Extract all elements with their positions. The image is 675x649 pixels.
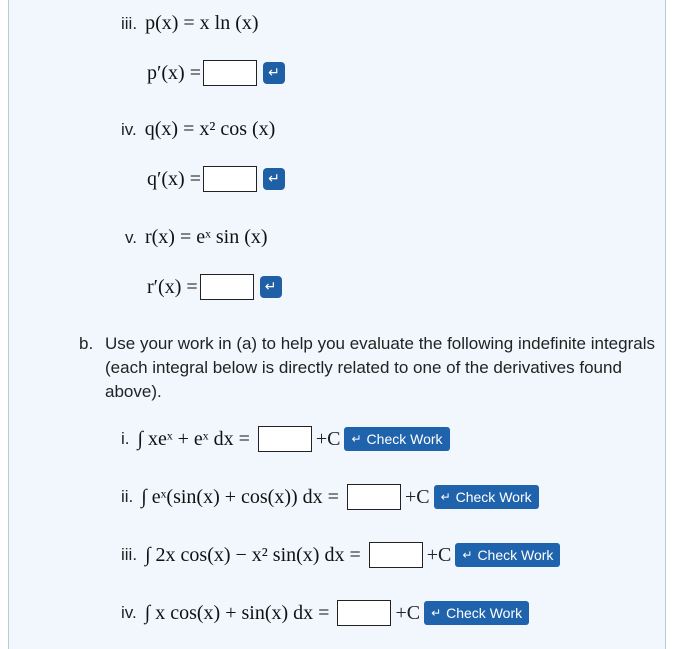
function-definition: q(x) = x² cos (x) <box>144 118 276 140</box>
integral-answer-input[interactable] <box>337 600 391 626</box>
integral-row-iv <box>121 600 529 626</box>
check-work-label: Check Work <box>446 605 523 621</box>
check-work-button[interactable] <box>434 485 539 509</box>
integral-expression: ∫ 2x cos(x) − x² sin(x) dx = <box>145 543 361 566</box>
integral-expression: ∫ x cos(x) + sin(x) dx = <box>144 601 330 624</box>
return-arrow-icon[interactable]: ↵ <box>260 276 282 298</box>
function-definition: p(x) = x ln (x) <box>145 12 259 34</box>
derivative-label: q′(x) = <box>147 167 201 190</box>
part-a-answer-row-iv <box>147 166 285 192</box>
check-work-label: Check Work <box>366 431 443 447</box>
part-a-answer-row-v <box>147 274 282 300</box>
check-work-button[interactable] <box>344 427 449 451</box>
plus-c: +C <box>426 543 452 566</box>
integral-row-iii <box>121 542 560 568</box>
return-arrow-icon[interactable]: ↵ <box>263 62 285 84</box>
check-work-button[interactable] <box>455 543 560 567</box>
part-a-answer-row-iii <box>147 60 285 86</box>
derivative-answer-input[interactable] <box>200 274 254 300</box>
check-work-label: Check Work <box>477 547 554 563</box>
item-label: ii. <box>121 487 134 506</box>
item-label: iii. <box>121 545 138 564</box>
part-a-item-iii <box>121 12 259 35</box>
integral-answer-input[interactable] <box>347 484 401 510</box>
check-work-button[interactable] <box>424 601 529 625</box>
item-label: i. <box>121 429 130 448</box>
function-definition: r(x) = eˣ sin (x) <box>144 226 268 248</box>
return-arrow-icon: ↵ <box>351 432 362 446</box>
derivative-label: p′(x) = <box>147 61 201 84</box>
derivative-label: r′(x) = <box>147 275 198 298</box>
item-label: iv. <box>121 119 137 139</box>
problem-panel <box>8 0 666 649</box>
item-label: v. <box>125 227 137 247</box>
item-label: iv. <box>121 603 137 622</box>
part-b-instructions: Use your work in (a) to help you evaluate the following indefinite integrals (each integral below is directly related to one of the derivatives found above). <box>105 334 655 401</box>
plus-c: +C <box>404 485 430 508</box>
return-arrow-icon[interactable]: ↵ <box>263 168 285 190</box>
return-arrow-icon: ↵ <box>462 548 473 562</box>
integral-expression: ∫ eˣ(sin(x) + cos(x)) dx = <box>141 485 339 508</box>
return-arrow-icon: ↵ <box>440 490 451 504</box>
derivative-answer-input[interactable] <box>203 166 257 192</box>
integral-answer-input[interactable] <box>369 542 423 568</box>
plus-c: +C <box>395 601 421 624</box>
integral-row-ii <box>121 484 539 510</box>
part-a-item-v <box>125 226 268 249</box>
plus-c: +C <box>315 427 341 450</box>
check-work-label: Check Work <box>455 489 532 505</box>
part-b-label: b. <box>79 334 94 353</box>
integral-expression: ∫ xeˣ + eˣ dx = <box>137 427 250 450</box>
part-a-item-iv <box>121 118 275 141</box>
integral-answer-input[interactable] <box>258 426 312 452</box>
derivative-answer-input[interactable] <box>203 60 257 86</box>
item-label: iii. <box>121 13 138 33</box>
return-arrow-icon: ↵ <box>431 606 442 620</box>
integral-row-i <box>121 426 450 452</box>
